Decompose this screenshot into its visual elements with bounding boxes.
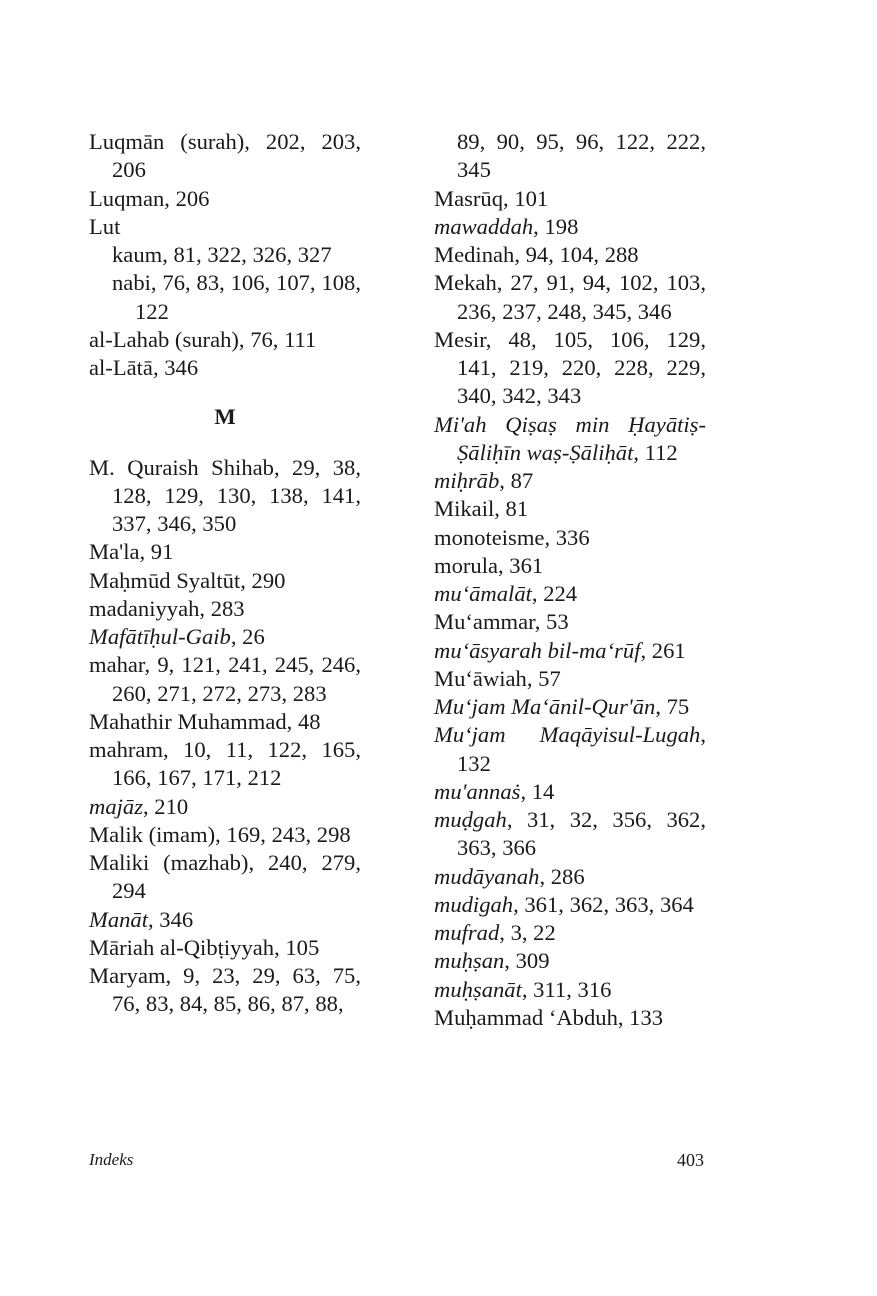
index-entry: mahar, 9, 121, 241, 245, 246, 260, 271, 272, 273, 283 — [89, 652, 361, 706]
index-entry: Luqman, 206 — [89, 185, 210, 211]
index-entry-continuation: 89, 90, 95, 96, 122, 222, 345 — [457, 129, 706, 183]
index-entry — [434, 976, 706, 1004]
index-term-italic: muḥṣan — [434, 948, 505, 974]
index-entry: Luqmān (surah), 202, 203, 206 — [89, 129, 361, 183]
index-entry — [434, 919, 706, 947]
index-entry: Maryam, 9, 23, 29, 63, 75, 76, 83, 84, 85, 86, 87, 88, — [89, 963, 361, 1017]
index-entry: Masrūq, 101 — [434, 185, 549, 211]
index-entry — [434, 693, 706, 721]
index-page-refs: , 14 — [520, 778, 555, 804]
index-term-italic: muḍgah — [434, 807, 507, 832]
index-page-refs: , 261 — [640, 637, 686, 663]
index-page-refs: , 75 — [655, 694, 690, 719]
index-entry — [434, 213, 706, 241]
index-term-italic: mawaddah — [434, 213, 534, 239]
index-entry — [434, 637, 706, 665]
index-entry: Mekah, 27, 91, 94, 102, 103, 236, 237, 248, 345, 346 — [434, 270, 706, 324]
index-page-refs: , 3, 22 — [499, 920, 556, 945]
index-entry — [434, 863, 706, 891]
index-term-italic: Mu‘jam Ma‘ānil-Qur'ān — [434, 694, 656, 719]
index-term-italic: Mafātīḥul-Gaib — [89, 624, 231, 649]
index-entry: Mesir, 48, 105, 106, 129, 141, 219, 220, 228, 229, 340, 342, 343 — [434, 326, 706, 409]
index-entry: Maḥmūd Syaltūt, 290 — [89, 567, 286, 593]
index-column-right — [434, 128, 706, 1032]
index-term-italic: Mi'ah Qiṣaṣ min Ḥayātiṣ-Ṣāliḥīn waṣ-Ṣāliḥāt — [434, 411, 706, 465]
index-term-italic: Manāt — [89, 906, 148, 932]
index-entry — [434, 411, 706, 468]
index-page-refs: , 311, 316 — [521, 976, 612, 1002]
index-entry: Maliki (mazhab), 240, 279, 294 — [89, 850, 361, 904]
index-entry — [89, 793, 361, 821]
page-number: 403 — [677, 1150, 704, 1170]
index-term-italic: miḥrāb — [434, 468, 500, 493]
index-term-italic: mu‘āsyarah bil-ma‘rūf — [434, 637, 641, 663]
index-entry — [434, 721, 706, 778]
index-entry: al-Lātā, 346 — [89, 355, 199, 380]
index-entry — [89, 623, 361, 651]
index-entry: Mahathir Muhammad, 48 — [89, 708, 321, 734]
footer-section-title: Indeks — [89, 1150, 134, 1169]
index-entry: monoteisme, 336 — [434, 524, 590, 550]
index-page-refs: , 198 — [533, 213, 579, 239]
index-entry: Malik (imam), 169, 243, 298 — [89, 821, 351, 847]
index-entry: Ma'la, 91 — [89, 539, 174, 565]
index-entry: mahram, 10, 11, 122, 165, 166, 167, 171, 212 — [89, 737, 361, 791]
index-page-refs: , 132 — [457, 722, 706, 776]
index-page-refs: , 210 — [142, 793, 189, 819]
index-entry — [434, 806, 706, 863]
index-term-italic: mu‘āmalāt — [434, 581, 532, 606]
index-column-left — [89, 128, 361, 1019]
index-page-refs: , 87 — [499, 468, 534, 493]
index-page-refs: , 26 — [230, 624, 265, 649]
index-entry — [434, 891, 706, 919]
index-entry: al-Lahab (surah), 76, 111 — [89, 326, 317, 352]
index-entry — [89, 906, 361, 934]
index-entry: Māriah al-Qibṭiyyah, 105 — [89, 934, 320, 960]
index-entry: Mu‘āwiah, 57 — [434, 665, 561, 691]
index-entry: M. Quraish Shihab, 29, 38, 128, 129, 130, 138, 141, 337, 346, 350 — [89, 454, 361, 536]
index-entry: Medinah, 94, 104, 288 — [434, 242, 639, 267]
index-page-refs: , 112 — [633, 439, 678, 465]
index-entry: Mikail, 81 — [434, 496, 529, 522]
index-term-italic: mudāyanah — [434, 863, 540, 889]
index-entry — [434, 580, 706, 608]
index-entry: madaniyyah, 283 — [89, 595, 245, 621]
index-page-refs: , 286 — [539, 863, 585, 889]
index-term-italic: mu'annaṡ — [434, 778, 521, 804]
index-entry: Lut — [89, 213, 121, 239]
section-letter-heading: M — [214, 404, 236, 430]
index-page-refs: , 31, 32, 356, 362, 363, 366 — [457, 807, 706, 861]
index-entries-m — [89, 454, 361, 1019]
index-page-refs: , 309 — [504, 948, 550, 974]
index-entry: Mu‘ammar, 53 — [434, 609, 569, 635]
index-entry — [434, 947, 706, 975]
index-entries-m-continued — [434, 185, 706, 1033]
index-entry — [434, 467, 706, 495]
index-entries-l — [89, 128, 361, 382]
index-entry: morula, 361 — [434, 552, 544, 578]
index-term-italic: mufrad — [434, 920, 500, 945]
index-entry — [434, 778, 706, 806]
index-page-refs: , 224 — [531, 581, 578, 606]
index-term-italic: majāz — [89, 793, 143, 819]
index-entry: Muḥammad ‘Abduh, 133 — [434, 1004, 664, 1030]
index-term-italic: Mu‘jam Maqāyisul-Lugah — [434, 722, 701, 748]
index-term-italic: mudigah — [434, 891, 514, 917]
index-subentry: kaum, 81, 322, 326, 327 — [112, 242, 332, 267]
index-term-italic: muḥṣanāt — [434, 976, 522, 1002]
index-page-refs: , 361, 362, 363, 364 — [513, 891, 694, 917]
index-subentry: nabi, 76, 83, 106, 107, 108, 122 — [112, 270, 361, 324]
index-page-refs: , 346 — [148, 906, 194, 932]
